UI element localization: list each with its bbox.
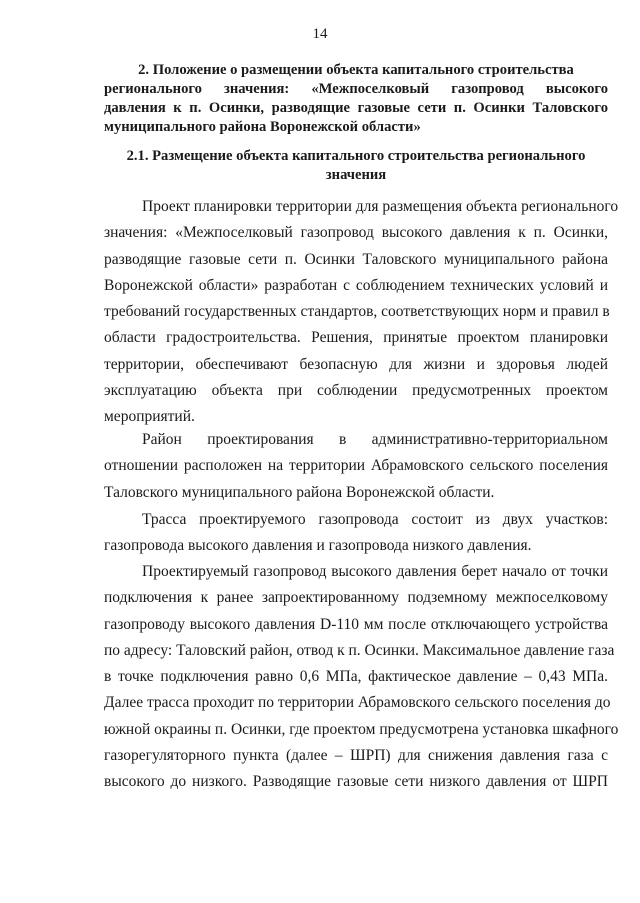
heading-line: 2.1. Размещение объекта капитального строительства регионального — [126, 148, 586, 164]
heading-line: 2. Положение о размещении объекта капитального строительства — [138, 62, 574, 78]
paragraph-line: Трасса проектируемого газопровода состоит из двух участков: — [142, 511, 608, 528]
paragraph-line: области градостроительства. Решения, принятые проектом планировки — [104, 329, 608, 347]
section-2-1-heading — [104, 147, 608, 185]
paragraph-line: эксплуатацию объекта при соблюдении предусмотренных проектом — [104, 382, 608, 400]
paragraph-line: мероприятий. — [104, 408, 195, 426]
paragraph-line: в точке подключения равно 0,6 МПа, фактическое давление – 0,43 МПа. — [104, 668, 608, 686]
paragraph-1 — [104, 194, 619, 431]
paragraph-line: газорегуляторного пункта (далее – ШРП) для снижения давления газа с — [104, 747, 608, 765]
paragraph-line: Район проектирования в административно-территориальном — [142, 431, 608, 448]
paragraph-line: высокого до низкого. Разводящие газовые сети низкого давления от ШРП — [104, 773, 608, 791]
paragraph-line: газопровода высокого давления и газопровода низкого давления. — [104, 537, 532, 555]
paragraph-3 — [104, 507, 608, 560]
heading-line: давления к п. Осинки, разводящие газовые сети п. Осинки Таловского — [104, 100, 608, 116]
page-number: 14 — [312, 26, 328, 42]
paragraph-line: по адресу: Таловский район, отвод к п. Осинки. Максимальное давление газа — [104, 641, 615, 659]
paragraph-line: разводящие газовые сети п. Осинки Таловского муниципального района — [104, 250, 608, 268]
paragraph-line: южной окраины п. Осинки, где проектом предусмотрена установка шкафного — [104, 720, 619, 738]
paragraph-line: Воронежской области» разработан с соблюдением технических условий и — [104, 276, 608, 294]
paragraph-line: Проектируемый газопровод высокого давления берет начало от точки — [142, 563, 608, 580]
heading-line: значения — [325, 167, 387, 183]
heading-line: регионального значения: «Межпоселковый газопровод высокого — [104, 81, 608, 97]
paragraph-line: Проект планировки территории для размещения объекта регионального — [142, 198, 619, 215]
paragraph-line: значения: «Межпоселковый газопровод высокого давления к п. Осинки, — [104, 224, 608, 242]
paragraph-2 — [104, 427, 608, 506]
paragraph-line: газопроводу высокого давления D-110 мм после отключающего устройства — [104, 615, 608, 633]
paragraph-line: территории, обеспечивают безопасную для жизни и здоровья людей — [104, 355, 608, 373]
paragraph-line: требований государственных стандартов, соответствующих норм и правил в — [104, 303, 610, 321]
section-2-heading — [104, 61, 608, 137]
paragraph-line: подключения к ранее запроектированному подземному межпоселковому — [104, 589, 608, 607]
paragraph-4 — [104, 559, 619, 796]
paragraph-line: отношении расположен на территории Абрамовского сельского поселения — [104, 457, 608, 475]
paragraph-line: Далее трасса проходит по территории Абрамовского сельского поселения до — [104, 694, 611, 712]
paragraph-line: Таловского муниципального района Воронежской области. — [104, 483, 495, 501]
heading-line: муниципального района Воронежской области» — [104, 119, 421, 135]
